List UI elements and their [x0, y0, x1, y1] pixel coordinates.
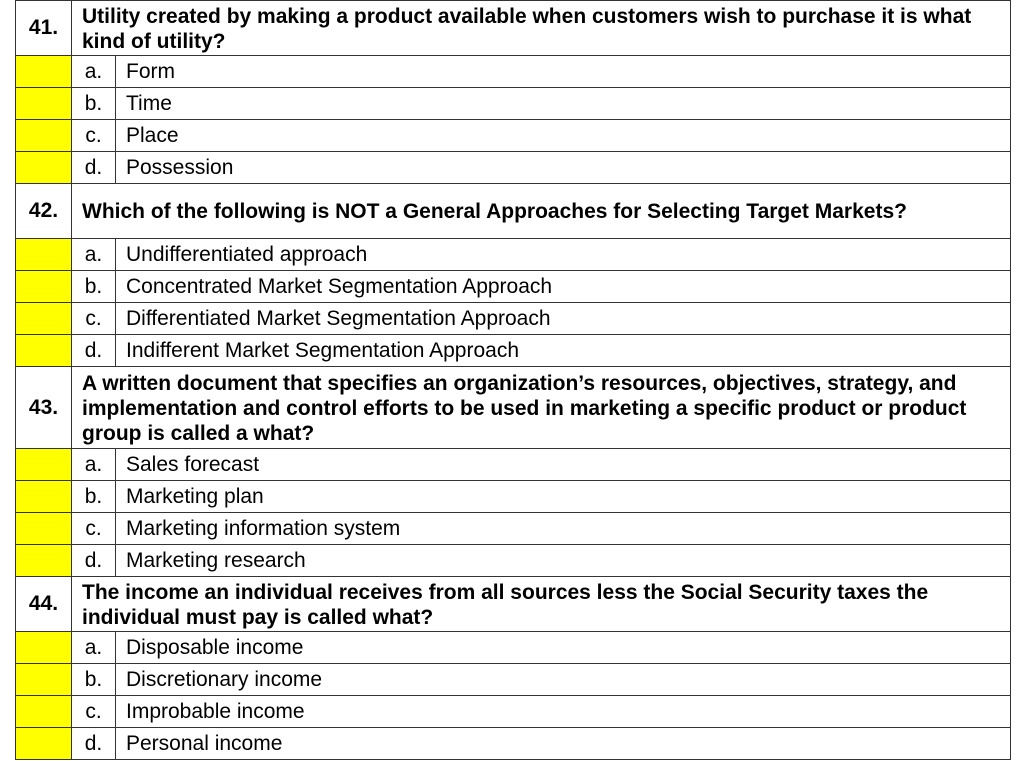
option-text: Form — [116, 56, 1011, 88]
option-row — [16, 632, 1011, 664]
option-row — [16, 271, 1011, 303]
answer-marker-cell[interactable] — [16, 120, 72, 152]
option-letter: d. — [72, 728, 116, 760]
question-row — [16, 577, 1011, 632]
quiz-table — [15, 0, 1011, 760]
question-number: 41. — [16, 1, 72, 56]
option-text: Marketing plan — [116, 481, 1011, 513]
option-letter: d. — [72, 545, 116, 577]
option-letter: b. — [72, 664, 116, 696]
option-letter: b. — [72, 271, 116, 303]
question-number: 42. — [16, 184, 72, 239]
option-letter: c. — [72, 303, 116, 335]
option-letter: a. — [72, 56, 116, 88]
option-text: Place — [116, 120, 1011, 152]
question-text: Utility created by making a product available when customers wish to purchase it is what kind of utility? — [72, 1, 1011, 56]
option-row — [16, 513, 1011, 545]
question-row — [16, 1, 1011, 56]
answer-marker-cell[interactable] — [16, 728, 72, 760]
question-row — [16, 184, 1011, 239]
option-text: Marketing research — [116, 545, 1011, 577]
question-number: 44. — [16, 577, 72, 632]
option-row — [16, 728, 1011, 760]
option-letter: d. — [72, 152, 116, 184]
answer-marker-cell[interactable] — [16, 449, 72, 481]
answer-marker-cell[interactable] — [16, 271, 72, 303]
option-row — [16, 120, 1011, 152]
option-letter: c. — [72, 120, 116, 152]
option-row — [16, 88, 1011, 120]
option-letter: a. — [72, 449, 116, 481]
question-text: A written document that specifies an organization’s resources, objectives, strategy, and implementation and control efforts to be used in marketing a specific product or product group is called a what? — [72, 367, 1011, 449]
question-number: 43. — [16, 367, 72, 449]
option-text: Possession — [116, 152, 1011, 184]
answer-marker-cell[interactable] — [16, 696, 72, 728]
option-text: Differentiated Market Segmentation Approach — [116, 303, 1011, 335]
option-row — [16, 239, 1011, 271]
option-text: Concentrated Market Segmentation Approach — [116, 271, 1011, 303]
option-text: Marketing information system — [116, 513, 1011, 545]
option-letter: b. — [72, 481, 116, 513]
option-text: Undifferentiated approach — [116, 239, 1011, 271]
option-row — [16, 481, 1011, 513]
answer-marker-cell[interactable] — [16, 481, 72, 513]
option-text: Time — [116, 88, 1011, 120]
option-row — [16, 545, 1011, 577]
option-text: Sales forecast — [116, 449, 1011, 481]
option-letter: a. — [72, 632, 116, 664]
option-text: Indifferent Market Segmentation Approach — [116, 335, 1011, 367]
option-letter: c. — [72, 696, 116, 728]
answer-marker-cell[interactable] — [16, 88, 72, 120]
answer-marker-cell[interactable] — [16, 545, 72, 577]
question-row — [16, 367, 1011, 449]
option-text: Personal income — [116, 728, 1011, 760]
answer-marker-cell[interactable] — [16, 56, 72, 88]
option-text: Discretionary income — [116, 664, 1011, 696]
option-letter: c. — [72, 513, 116, 545]
question-text: Which of the following is NOT a General Approaches for Selecting Target Markets? — [72, 184, 1011, 239]
answer-marker-cell[interactable] — [16, 513, 72, 545]
option-letter: b. — [72, 88, 116, 120]
answer-marker-cell[interactable] — [16, 152, 72, 184]
question-text: The income an individual receives from all sources less the Social Security taxes the individual must pay is called what? — [72, 577, 1011, 632]
option-row — [16, 152, 1011, 184]
answer-marker-cell[interactable] — [16, 239, 72, 271]
option-text: Improbable income — [116, 696, 1011, 728]
option-text: Disposable income — [116, 632, 1011, 664]
option-row — [16, 335, 1011, 367]
answer-marker-cell[interactable] — [16, 632, 72, 664]
option-letter: a. — [72, 239, 116, 271]
option-row — [16, 664, 1011, 696]
option-row — [16, 449, 1011, 481]
option-letter: d. — [72, 335, 116, 367]
option-row — [16, 696, 1011, 728]
option-row — [16, 56, 1011, 88]
option-row — [16, 303, 1011, 335]
answer-marker-cell[interactable] — [16, 303, 72, 335]
answer-marker-cell[interactable] — [16, 664, 72, 696]
answer-marker-cell[interactable] — [16, 335, 72, 367]
